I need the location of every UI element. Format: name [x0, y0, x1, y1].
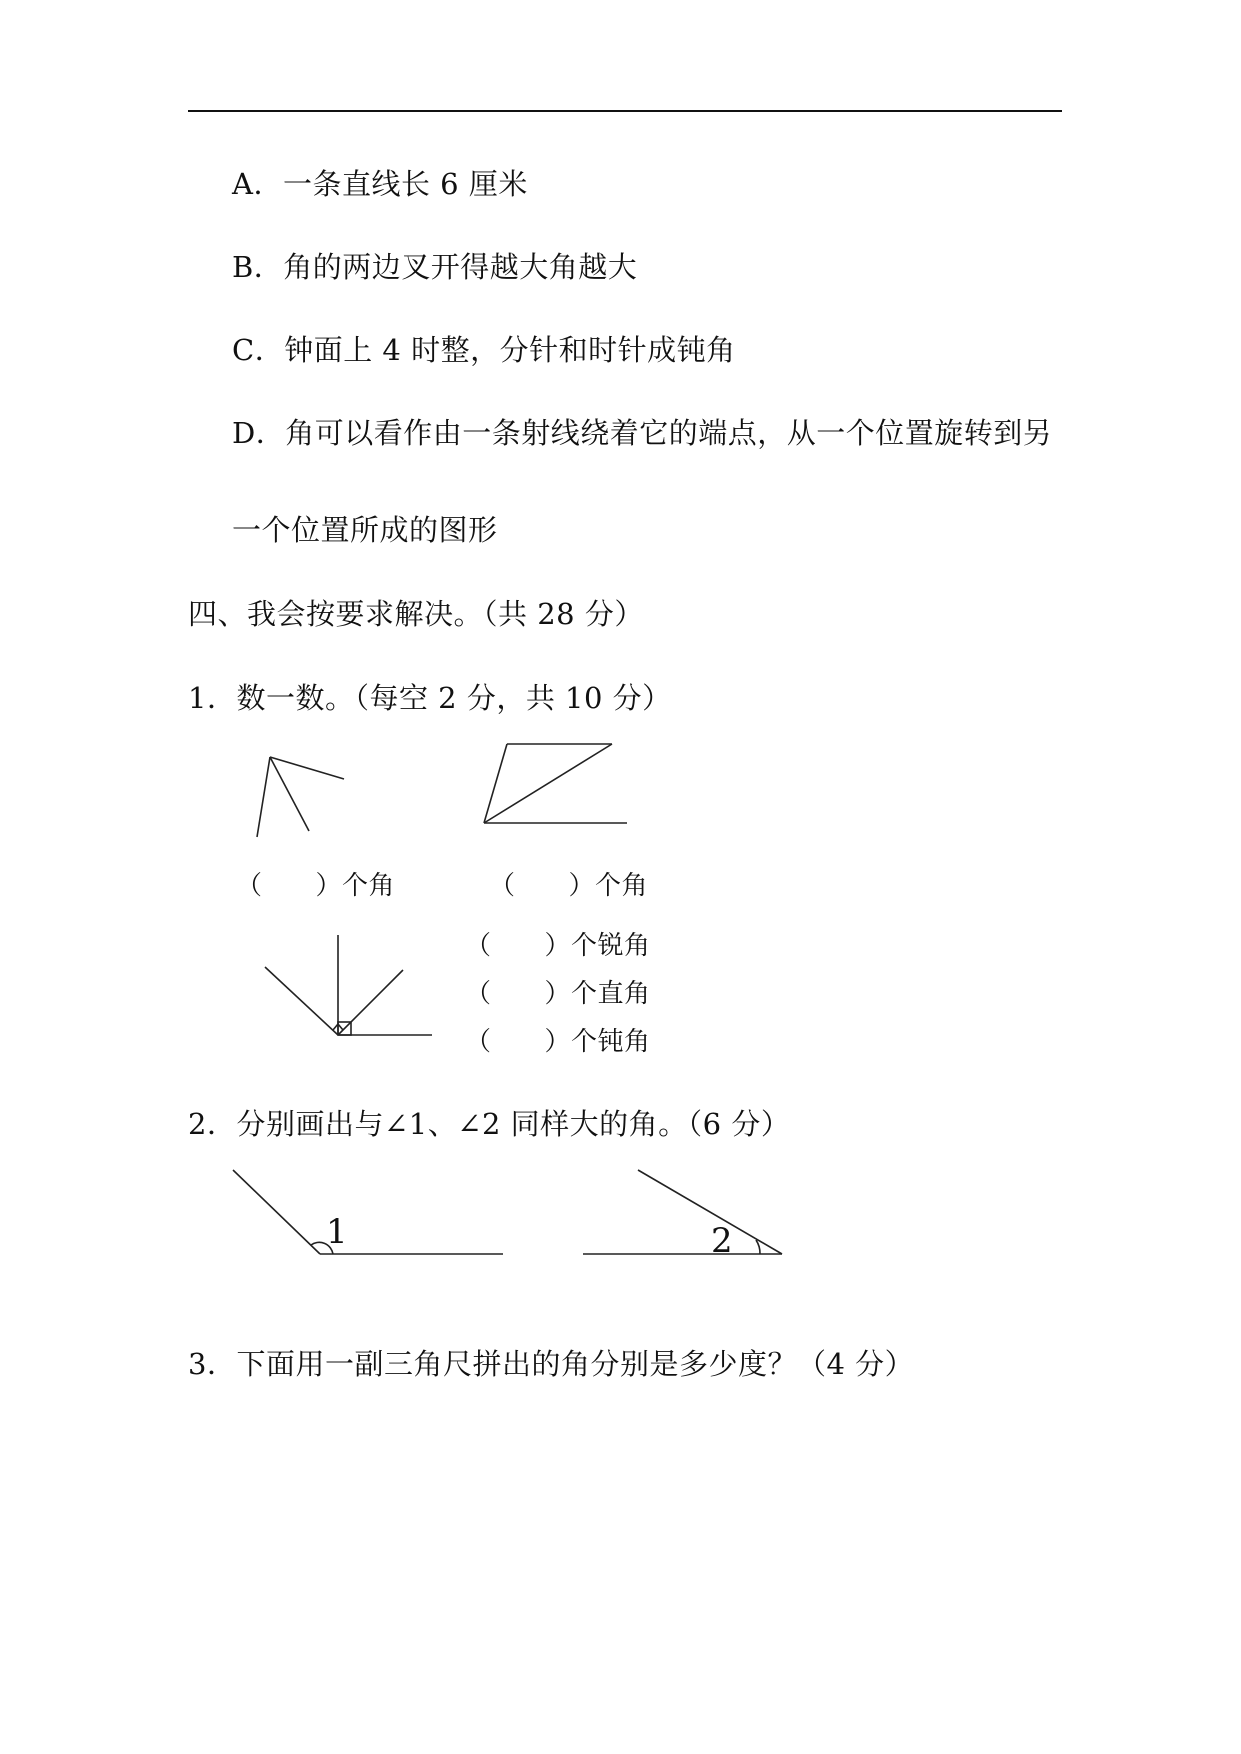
- question-1-title: 1．数一数。（每空 2 分，共 10 分）: [188, 681, 672, 715]
- blank-right-angles: （ ）个直角: [465, 979, 651, 1009]
- option-a: A．一条直线长 6 厘米: [232, 167, 528, 201]
- option-d-line1: D．角可以看作由一条射线绕着它的端点，从一个位置旋转到另: [232, 416, 1053, 450]
- ray-upper-right: [338, 970, 403, 1035]
- section-4-title: 四、我会按要求解决。（共 28 分）: [188, 597, 644, 631]
- figure-angle-1: [233, 1170, 503, 1254]
- blank-acute-angles: （ ）个锐角: [465, 931, 651, 961]
- figure-angle-2: [583, 1170, 782, 1261]
- question-3-title: 3．下面用一副三角尺拼出的角分别是多少度？（4 分）: [188, 1347, 915, 1381]
- ray-left: [257, 757, 270, 837]
- ray-middle: [270, 757, 309, 831]
- ray-right: [270, 757, 344, 779]
- angle-1-label: 1: [326, 1212, 348, 1252]
- angle-2-label: 2: [711, 1221, 733, 1261]
- figure-parallelogram-diagonal: [484, 744, 627, 823]
- angle-2-arc: [756, 1240, 760, 1254]
- figure-three-rays: [257, 757, 344, 837]
- angle-1-upper-ray: [233, 1170, 320, 1254]
- option-b: B．角的两边叉开得越大角越大: [232, 250, 638, 284]
- option-c: C．钟面上 4 时整，分针和时针成钝角: [232, 333, 736, 367]
- option-d-line2: 一个位置所成的图形: [232, 513, 498, 547]
- figure-fan-rays: [265, 935, 432, 1035]
- question-2-title: 2．分别画出与∠1、∠2 同样大的角。（6 分）: [188, 1107, 791, 1141]
- ray-upper-left: [265, 967, 338, 1035]
- blank-figure-2-angles: （ ）个角: [489, 871, 649, 901]
- blank-figure-1-angles: （ ）个角: [236, 871, 396, 901]
- angle-2-upper-ray: [638, 1170, 782, 1254]
- blank-obtuse-angles: （ ）个钝角: [465, 1027, 651, 1057]
